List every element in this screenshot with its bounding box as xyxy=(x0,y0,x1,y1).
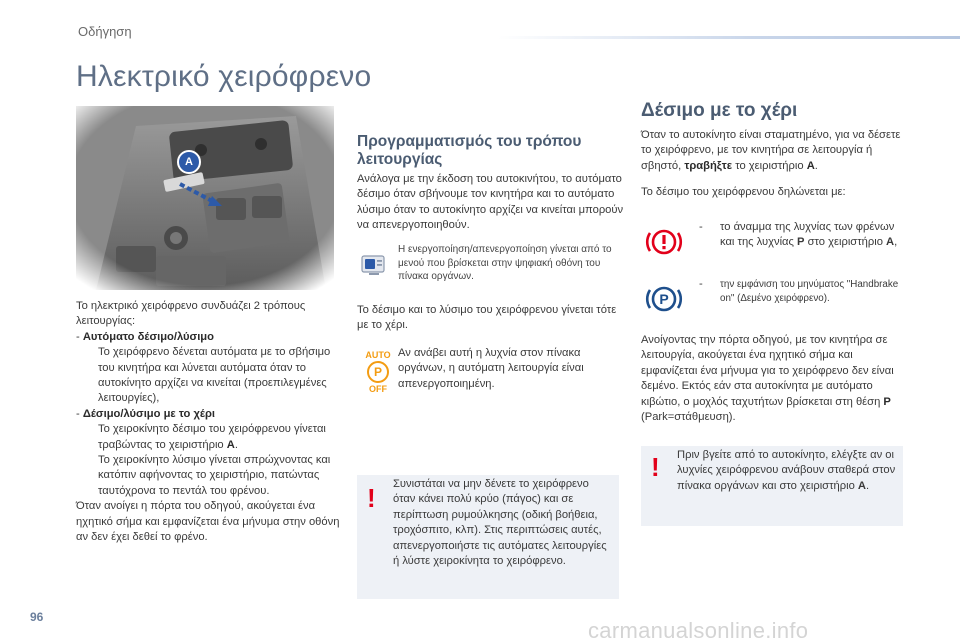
section-label: Οδήγηση xyxy=(78,24,132,39)
intro-text: Το ηλεκτρικό χειρόφρενο συνδυάζει 2 τρόπους λειτουργίας: xyxy=(76,300,306,328)
middle-paragraph-2: Το δέσιμο και το λύσιμο του χειρόφρενου γίνεται τότε με το χέρι. xyxy=(357,304,617,332)
callout-letter: A xyxy=(185,156,193,168)
warning-icon-right: ! xyxy=(651,452,660,482)
indicator-text-1-letter: A xyxy=(886,236,895,249)
left-column xyxy=(76,299,342,546)
callout-badge xyxy=(177,150,201,174)
mode2-text-b: Το χειροκίνητο λύσιμο γίνεται σπρώχνοντας και κατόπιν αφήνοντας το χειριστήριο, πατώντας ταυτόχρονα το πεντάλ του φρένου. xyxy=(98,454,331,497)
indicator-text-1-b: στο χειριστήριο xyxy=(807,236,883,249)
right-p1-a: Όταν το αυτοκίνητο είναι σταματημένο, για να δέσετε το χειρόφρενο, με τον κινητήρα σε λειτουργία ή σβηστό, xyxy=(641,129,901,172)
indicator-item-1: - xyxy=(699,221,703,233)
mode2-text-a-body: Το χειροκίνητο δέσιμο του χειρόφρενου γίνεται τραβώντας το χειριστήριο xyxy=(98,423,326,451)
brake-warning-icon xyxy=(645,226,683,258)
parking-brake-icon xyxy=(645,283,683,315)
auto-icon-bottom: OFF xyxy=(369,384,387,394)
mode1-item: - Αυτόματο δέσιμο/λύσιμο xyxy=(76,330,214,343)
auto-icon-circle: P xyxy=(367,361,389,383)
right-paragraph-3 xyxy=(641,333,911,425)
warning-text-right-a: Πριν βγείτε από το αυτοκίνητο, ελέγξτε αν οι λυχνίες χειρόφρενου ανάβουν σταθερά στον πίνακα οργάνων και στο χειριστήριο xyxy=(677,449,896,492)
indicator-text-1: το άναμμα της λυχνίας των φρένων και της λυχνίας P στο χειριστήριο A, xyxy=(720,221,898,249)
indicator-text-1-bold: P xyxy=(797,236,805,249)
screen-menu-icon xyxy=(360,252,388,278)
right-p1-bold: τραβήξτε xyxy=(684,159,733,172)
mode2-item: - Δέσιμο/λύσιμο με το χέρι xyxy=(76,407,215,420)
right-p1-b: το χειριστήριο xyxy=(735,159,804,172)
warning-icon: ! xyxy=(367,483,376,513)
menu-note: Η ενεργοποίηση/απενεργοποίηση γίνεται από το μενού που βρίσκεται στην ψηφιακή οθόνη του πίνακα οργάνων. xyxy=(398,244,612,283)
middle-paragraph-3: Αν ανάβει αυτή η λυχνία στον πίνακα οργάνων, η αυτόματη λειτουργία είναι απενεργοποιημένη. xyxy=(398,347,584,390)
right-heading: Δέσιμο με το χέρι xyxy=(641,100,798,121)
warning-text-right: Πριν βγείτε από το αυτοκίνητο, ελέγξτε αν οι λυχνίες χειρόφρενου ανάβουν σταθερά στον πίνακα οργάνων και στο χειριστήριο A. xyxy=(677,449,896,492)
watermark: carmanualsonline.info xyxy=(588,618,809,643)
mode2-title: Δέσιμο/λύσιμο με το χέρι xyxy=(82,407,215,420)
console-photo xyxy=(76,106,334,290)
auto-off-icon xyxy=(362,350,394,392)
mode2-letter: A xyxy=(226,438,235,451)
page-title: Ηλεκτρικό χειρόφρενο xyxy=(76,60,372,93)
warning-box-left xyxy=(357,475,619,599)
right-p3-b: (Park=στάθμευση). xyxy=(641,411,736,424)
indicator-text-2: την εμφάνιση του μηνύματος "Handbrake on" (Δεμένο χειρόφρενο). xyxy=(720,279,899,304)
mode1-title: Αυτόματο δέσιμο/λύσιμο xyxy=(82,330,214,343)
middle-paragraph-1: Ανάλογα με την έκδοση του αυτοκινήτου, το αυτόματο δέσιμο όταν σβήνουμε τον κινητήρα και το αυτόματο λύσιμο όταν το αυτοκίνητο αρχίζει να κινείται μπορούν να απενεργοποιηθούν. xyxy=(357,173,624,232)
page-number: 96 xyxy=(30,610,44,624)
right-paragraph-2: Το δέσιμο του χειρόφρενου δηλώνεται με: xyxy=(641,186,846,198)
indicator-item-2: - xyxy=(699,278,703,290)
middle-heading: Προγραμματισμός του τρόπου λειτουργίας xyxy=(357,133,582,168)
right-paragraph-1: Όταν το αυτοκίνητο είναι σταματημένο, για να δέσετε το χειρόφρενο, με τον κινητήρα σε λειτουργία ή σβηστό, τραβήξτε το χειριστήριο A. xyxy=(641,129,901,172)
mode2-text-a: Το χειροκίνητο δέσιμο του χειρόφρενου γίνεται τραβώντας το χειριστήριο A. xyxy=(98,423,326,451)
header-divider xyxy=(498,36,960,39)
warning-text-left: Συνιστάται να μην δένετε το χειρόφρενο όταν κάνει πολύ κρύο (πάγος) και σε περίπτωση ρυμούλκησης (οδική βοήθεια, τροχόσπιτο, κλπ). Στις περιπτώσεις αυτές, απενεργοποιήστε τις αυτόματες λειτουργίες ή λύστε χειροκίνητα το χειρόφρενο. xyxy=(393,478,607,568)
warning-box-right xyxy=(641,446,903,526)
right-p3-bold: P xyxy=(883,395,891,408)
mode1-text: Το χειρόφρενο δένεται αυτόματα με το σβήσιμο του κινητήρα και λύνεται αυτόματα όταν το αυτοκίνητο αρχίζει να κινείται (προεπιλεγμένες λειτουργίες), xyxy=(98,346,331,405)
console-illustration xyxy=(76,106,334,290)
warning-text-right-letter: A xyxy=(857,479,867,492)
right-p3-a: Ανοίγοντας την πόρτα οδηγού, με τον κινητήρα σε λειτουργία, ακούγεται ένα ηχητικό σήμα και εμφανίζεται ένα μήνυμα για το χειρόφρενο δεν είναι δεμένο. Εκτός εάν στα αυτοκίνητα με αυτόματο κιβώτιο, ο μοχλός ταχυτήτων βρίσκεται στη θέση xyxy=(641,334,894,408)
svg-text:P: P xyxy=(659,291,669,307)
right-p1-letter: A xyxy=(806,159,815,172)
auto-icon-top: AUTO xyxy=(365,350,391,360)
closing-text: Όταν ανοίγει η πόρτα του οδηγού, ακούγεται ένα ηχητικό σήμα και εμφανίζεται ένα μήνυμα στην οθόνη αν δεν έχει δεθεί το φρένο. xyxy=(76,500,340,544)
indicator-text-1-a: το άναμμα της λυχνίας των φρένων και της λυχνίας xyxy=(720,221,895,249)
